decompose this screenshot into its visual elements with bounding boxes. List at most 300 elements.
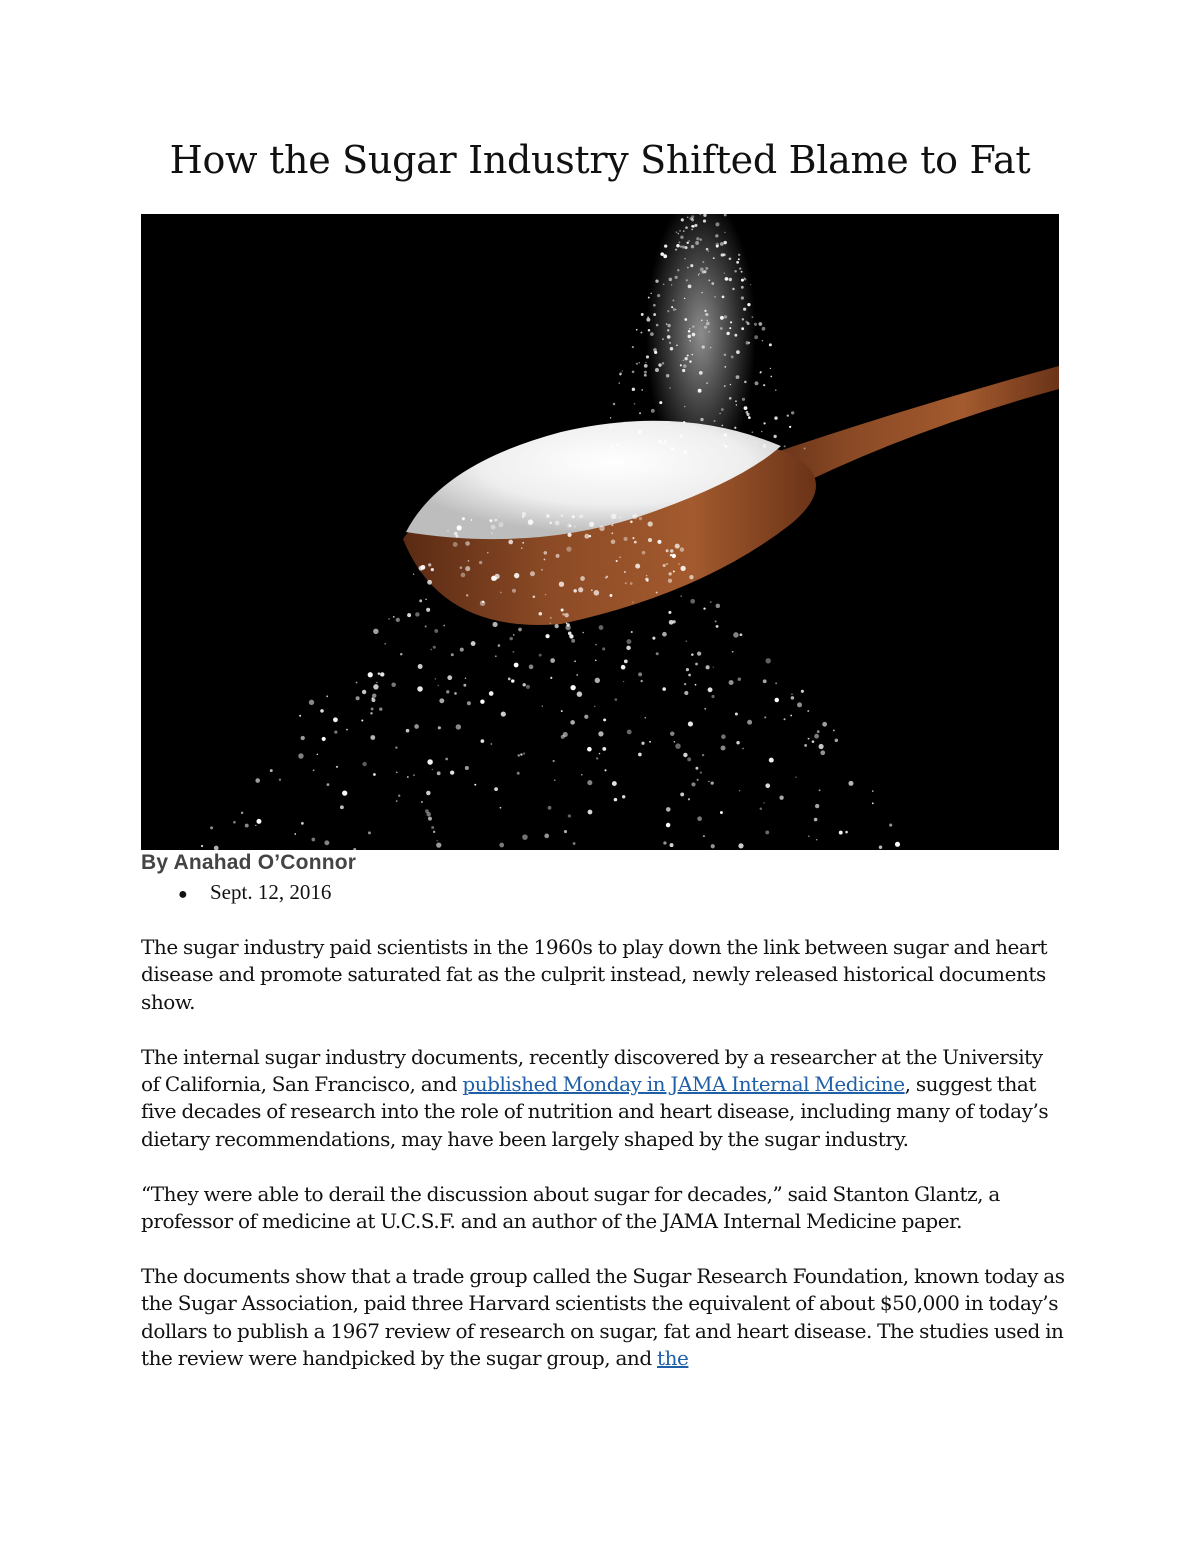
sugar-grain <box>644 374 647 377</box>
sugar-grain <box>733 632 738 637</box>
sugar-grain <box>734 427 736 429</box>
sugar-grain <box>879 846 882 849</box>
sugar-grain <box>241 812 243 814</box>
paragraph-text: The internal sugar industry documents, recently discovered by a researcher at the University of California, San Francisco, and <box>141 1044 1043 1097</box>
sugar-grain <box>570 720 575 725</box>
sugar-grain <box>738 677 741 680</box>
sugar-grain <box>658 363 661 366</box>
sugar-grain <box>584 715 588 719</box>
sugar-grain <box>819 744 824 749</box>
sugar-grain <box>730 321 732 323</box>
sugar-grain <box>450 771 454 775</box>
sugar-grain <box>655 368 659 372</box>
sugar-grain <box>691 228 693 230</box>
sugar-grain <box>687 242 689 244</box>
sugar-grain <box>678 241 680 243</box>
sugar-grain <box>668 572 671 575</box>
sugar-grain <box>494 518 497 521</box>
sugar-grain <box>808 738 810 740</box>
sugar-grain <box>523 683 526 686</box>
sugar-grain <box>872 790 873 791</box>
sugar-grain <box>624 571 626 573</box>
sugar-grain <box>368 831 371 834</box>
sugar-grain <box>682 245 685 248</box>
sugar-grain <box>716 604 720 608</box>
sugar-grain <box>561 608 564 611</box>
sugar-grain <box>666 823 671 828</box>
sugar-grain <box>632 537 634 539</box>
sugar-grain <box>619 517 621 519</box>
sugar-grain <box>407 776 409 778</box>
sugar-grain <box>539 612 543 616</box>
sugar-grain <box>636 363 638 365</box>
sugar-grain <box>684 258 685 259</box>
sugar-grain <box>631 631 633 633</box>
sugar-grain <box>697 779 699 781</box>
sugar-grain <box>715 620 717 622</box>
sugar-grain <box>606 576 608 578</box>
continuation-link[interactable]: the <box>657 1346 689 1371</box>
sugar-grain <box>430 649 432 651</box>
sugar-grain <box>684 318 687 321</box>
sugar-grain <box>574 526 576 528</box>
sugar-grain <box>549 622 551 624</box>
sugar-grain <box>587 747 592 752</box>
sugar-grain <box>702 754 704 756</box>
sugar-grain <box>595 678 600 683</box>
sugar-grain <box>791 411 794 414</box>
sugar-grain <box>471 641 476 646</box>
sugar-grain <box>722 295 725 298</box>
sugar-grain <box>848 781 853 786</box>
sugar-grain <box>541 569 543 571</box>
sugar-grain <box>447 675 452 680</box>
sugar-grain <box>742 318 744 320</box>
sugar-grain <box>522 516 524 518</box>
sugar-grain <box>245 824 249 828</box>
sugar-grain <box>654 351 657 354</box>
sugar-grain <box>554 779 556 781</box>
sugar-grain <box>706 382 707 383</box>
sugar-grain <box>599 753 601 755</box>
sugar-grain <box>687 216 689 218</box>
sugar-grain <box>460 648 464 652</box>
sugar-grain <box>721 253 724 256</box>
sugar-grain <box>433 646 436 649</box>
sugar-grain <box>447 530 449 532</box>
sugar-grain <box>453 542 458 547</box>
sugar-grain <box>609 425 612 428</box>
sugar-grain <box>748 416 751 419</box>
sugar-grain <box>436 840 437 841</box>
sugar-grain <box>546 634 550 638</box>
sugar-grain <box>336 766 338 768</box>
sugar-grain <box>716 625 719 628</box>
sugar-grain <box>707 320 708 321</box>
sugar-grain <box>774 416 777 419</box>
sugar-grain <box>362 762 366 766</box>
sugar-grain <box>648 538 652 542</box>
sugar-grain <box>773 435 776 438</box>
sugar-grain <box>724 353 727 356</box>
sugar-grain <box>760 808 762 810</box>
sugar-grain <box>666 374 669 377</box>
sugar-grain <box>807 710 809 712</box>
sugar-grain <box>456 724 461 729</box>
sugar-grain <box>714 428 715 429</box>
sugar-grain <box>437 771 441 775</box>
sugar-grain <box>599 526 605 532</box>
sugar-grain <box>556 554 560 558</box>
sugar-grain <box>687 757 691 761</box>
sugar-grain <box>725 445 728 448</box>
sugar-grain <box>638 672 642 676</box>
sugar-grain <box>720 242 724 246</box>
sugar-grain <box>591 589 593 591</box>
sugar-grain <box>646 575 647 576</box>
sugar-grain <box>775 389 776 390</box>
sugar-grain <box>451 653 454 656</box>
sugar-grain <box>522 834 528 840</box>
sugar-grain <box>789 426 791 428</box>
sugar-grain <box>611 540 616 545</box>
sugar-grain <box>567 533 571 537</box>
sugar-grain <box>670 843 674 847</box>
sugar-grain <box>630 582 633 585</box>
sugar-grain <box>619 556 621 558</box>
sugar-grain <box>763 422 765 424</box>
sugar-grain <box>526 685 530 689</box>
sugar-grain <box>790 715 792 717</box>
sugar-grain <box>664 244 667 247</box>
sugar-grain <box>693 426 695 428</box>
sugar-grain <box>680 595 682 597</box>
sugar-grain <box>584 534 589 539</box>
sugar-grain <box>594 590 600 596</box>
sugar-grain <box>702 261 704 263</box>
sugar-grain <box>669 620 674 625</box>
sugar-grain <box>561 514 564 517</box>
sugar-grain <box>664 440 667 443</box>
sugar-grain <box>763 802 765 804</box>
sugar-grain <box>433 831 435 833</box>
sugar-grain <box>465 541 470 546</box>
sugar-grain <box>690 264 693 267</box>
sugar-grain <box>615 698 618 701</box>
sugar-grain <box>722 425 724 427</box>
sugar-grain <box>689 340 691 342</box>
sugar-grain <box>373 684 378 689</box>
sugar-grain <box>561 735 565 739</box>
sugar-grain <box>801 690 804 693</box>
sugar-grain <box>691 782 695 786</box>
sugar-grain <box>686 279 688 281</box>
sugar-grain <box>400 653 402 655</box>
sugar-grain <box>729 278 732 281</box>
sugar-grain <box>512 589 516 593</box>
sugar-grain <box>729 327 731 329</box>
bullet-icon: ● <box>178 886 188 903</box>
sugar-grain <box>396 800 398 802</box>
sugar-grain <box>669 387 670 388</box>
sugar-grain <box>610 417 611 418</box>
sugar-grain <box>739 790 740 791</box>
sugar-grain <box>705 267 708 270</box>
sugar-grain <box>723 444 725 446</box>
sugar-grain <box>646 318 650 322</box>
sugar-grain <box>819 789 821 791</box>
sugar-grain <box>705 313 707 315</box>
sugar-grain <box>311 838 315 842</box>
sugar-grain <box>393 616 395 618</box>
sugar-grain <box>775 682 777 684</box>
sugar-grain <box>692 449 693 450</box>
sugar-grain <box>641 389 643 391</box>
sugar-grain <box>694 224 697 227</box>
sugar-grain <box>574 660 576 662</box>
sugar-grain <box>677 233 679 235</box>
sugar-grain <box>561 710 563 712</box>
sugar-grain <box>724 273 725 274</box>
sugar-grain <box>719 413 720 414</box>
sugar-grain <box>436 842 441 847</box>
sugar-grain <box>445 758 448 761</box>
sugar-grain <box>738 258 740 260</box>
sugar-grain <box>666 323 668 325</box>
sugar-grain <box>618 382 620 384</box>
sugar-grain <box>627 425 629 427</box>
sugar-grain <box>651 409 655 413</box>
sugar-grain <box>739 267 741 269</box>
sugar-grain <box>378 672 381 675</box>
sugar-grain <box>708 331 710 333</box>
sugar-grain <box>491 532 493 534</box>
sugar-grain <box>724 433 727 436</box>
sugar-grain <box>616 560 618 562</box>
sugar-grain <box>572 515 575 518</box>
sugar-grain <box>373 773 376 776</box>
sugar-grain <box>812 740 815 743</box>
sugar-grain <box>744 406 748 410</box>
sugar-grain <box>724 385 726 387</box>
sugar-grain <box>795 776 797 778</box>
sugar-grain <box>683 753 687 757</box>
sugar-grain <box>839 831 843 835</box>
sugar-grain <box>634 403 636 405</box>
sugar-grain <box>691 245 694 248</box>
date-item <box>178 880 331 905</box>
sugar-grain <box>509 637 512 640</box>
sugar-grain <box>490 743 492 745</box>
sugar-grain <box>808 835 810 837</box>
sugar-grain <box>741 271 743 273</box>
publish-date: Sept. 12, 2016 <box>210 880 332 904</box>
sugar-grain <box>666 807 671 812</box>
sugar-grain <box>765 830 769 834</box>
sugar-grain <box>413 574 414 575</box>
sugar-grain <box>550 658 555 663</box>
sugar-grain <box>644 364 648 368</box>
sugar-grain <box>426 812 430 816</box>
sugar-grain <box>683 230 685 232</box>
article-body <box>141 934 1066 1400</box>
sugar-grain <box>784 445 786 447</box>
sugar-grain <box>610 594 613 597</box>
hero-photo <box>141 214 1059 850</box>
sugar-grain <box>596 757 598 759</box>
sugar-grain <box>752 431 754 433</box>
sugar-grain <box>711 282 714 285</box>
sugar-grain <box>489 691 494 696</box>
sugar-grain <box>703 444 704 445</box>
sugar-grain <box>692 333 696 337</box>
sugar-grain <box>645 578 648 581</box>
sugar-grain <box>642 551 646 555</box>
sugar-grain <box>298 753 303 758</box>
sugar-grain <box>573 842 576 845</box>
article-title: How the Sugar Industry Shifted Blame to Fat <box>169 138 1031 182</box>
sugar-grain <box>729 397 732 400</box>
sugar-grain <box>613 403 616 406</box>
sugar-grain <box>754 441 755 442</box>
sugar-grain <box>723 241 726 244</box>
sugar-grain <box>659 401 662 404</box>
sugar-grain <box>471 519 473 521</box>
sugar-grain <box>625 582 627 584</box>
sugar-grain <box>500 807 502 809</box>
sugar-grain <box>619 372 622 375</box>
sugar-grain <box>688 284 692 288</box>
sugar-grain <box>687 267 689 269</box>
sugar-grain <box>760 371 762 373</box>
sugar-grain <box>426 791 430 795</box>
sugar-grain <box>677 269 679 271</box>
sugar-grain <box>578 587 583 592</box>
sugar-grain <box>763 679 767 683</box>
sugar-grain <box>754 323 757 326</box>
sugar-grain <box>667 324 670 327</box>
sugar-grain <box>539 654 542 657</box>
sugar-grain <box>779 795 783 799</box>
sugar-grain <box>739 633 742 636</box>
jama-link[interactable]: published Monday in JAMA Internal Medicine <box>462 1072 905 1097</box>
sugar-grain <box>688 721 693 726</box>
sugar-grain <box>758 322 762 326</box>
sugar-grain <box>492 622 497 627</box>
sugar-grain <box>770 376 772 378</box>
sugar-grain <box>747 303 750 306</box>
sugar-grain <box>555 521 560 526</box>
sugar-grain <box>698 389 702 393</box>
sugar-grain <box>577 691 582 696</box>
sugar-grain <box>687 354 689 356</box>
paragraph: The sugar industry paid scientists in the 1960s to play down the link between sugar and heart disease and promote saturated fat as the culprit instead, newly released historical documents show. <box>141 935 1048 1014</box>
sugar-grain <box>636 329 638 331</box>
sugar-grain <box>657 540 661 544</box>
sugar-grain <box>638 753 642 757</box>
sugar-grain <box>670 732 674 736</box>
sugar-grain <box>602 647 605 650</box>
sugar-grain <box>689 328 690 329</box>
sugar-grain <box>279 778 281 780</box>
sugar-grain <box>683 450 687 454</box>
sugar-grain <box>388 618 390 620</box>
sugar-grain <box>700 268 704 272</box>
sugar-grain <box>671 284 672 285</box>
sugar-grain <box>342 790 347 795</box>
sugar-grain <box>498 522 503 527</box>
sugar-grain <box>632 602 633 603</box>
sugar-grain <box>732 288 734 290</box>
sugar-grain <box>641 680 643 682</box>
sugar-grain <box>564 830 567 833</box>
sugar-grain <box>669 278 673 282</box>
sugar-grain <box>340 805 344 809</box>
sugar-grain <box>769 343 772 346</box>
sugar-grain <box>513 634 514 635</box>
sugar-grain <box>695 767 698 770</box>
sugar-grain <box>301 736 305 740</box>
sugar-grain <box>270 769 273 772</box>
sugar-grain <box>521 547 522 548</box>
sugar-grain <box>685 246 688 249</box>
sugar-grain <box>294 833 296 835</box>
sugar-grain <box>736 261 739 264</box>
sugar-grain <box>671 306 673 308</box>
sugar-grain <box>708 251 709 252</box>
sugar-grain <box>745 321 747 323</box>
sugar-grain <box>324 840 329 845</box>
sugar-grain <box>508 540 513 545</box>
sugar-grain <box>479 561 482 564</box>
sugar-grain <box>568 814 571 817</box>
sugar-grain <box>761 431 762 432</box>
sugar-grain <box>721 408 724 411</box>
sugar-grain <box>602 747 606 751</box>
sugar-grain <box>624 659 628 663</box>
sugar-grain <box>595 660 597 662</box>
sugar-grain <box>644 717 646 719</box>
sugar-grain <box>626 646 630 650</box>
sugar-grain <box>746 413 749 416</box>
sugar-grain <box>668 611 671 614</box>
sugar-grain <box>695 684 697 686</box>
sugar-grain <box>611 524 613 526</box>
sugar-grain <box>724 366 726 368</box>
sugar-grain <box>467 701 471 705</box>
sugar-grain <box>691 653 694 656</box>
sugar-grain <box>744 381 747 384</box>
sugar-grain <box>734 270 737 273</box>
sugar-grain <box>569 634 573 638</box>
sugar-grain <box>635 564 640 569</box>
sugar-grain <box>704 326 707 329</box>
sugar-grain <box>732 651 734 653</box>
sugar-grain <box>418 664 423 669</box>
sugar-grain <box>701 320 702 321</box>
sugar-grain <box>685 226 688 229</box>
sugar-grain <box>833 729 835 731</box>
sugar-grain <box>688 335 691 338</box>
sugar-grain <box>370 712 372 714</box>
paragraph-text: , suggest that five decades of research into the role of nutrition and heart disease, including many of today’s dietary recommendations, may have been largely shaped by the sugar industry. <box>141 1072 1049 1151</box>
sugar-grain <box>738 254 740 256</box>
sugar-grain <box>682 369 685 372</box>
sugar-grain <box>413 774 415 776</box>
sugar-grain <box>622 370 623 371</box>
sugar-grain <box>646 355 649 358</box>
sugar-grain <box>752 316 754 318</box>
